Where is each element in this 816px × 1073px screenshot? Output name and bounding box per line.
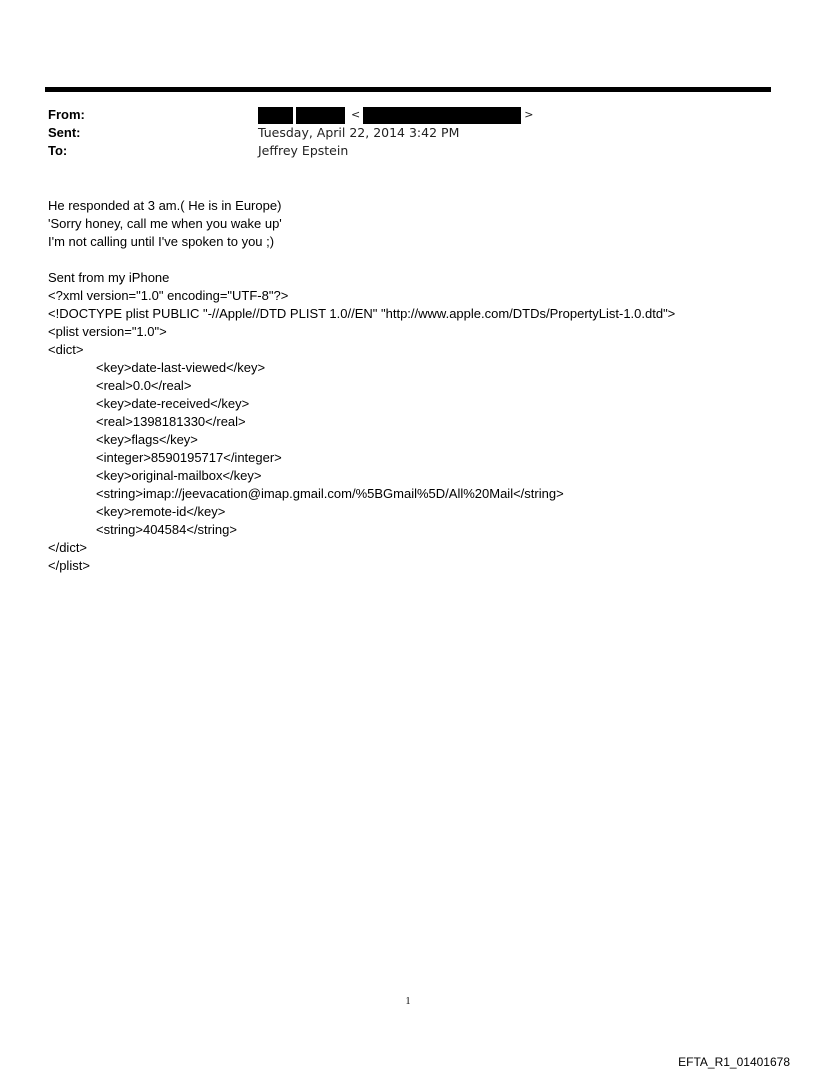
plist-entry: <integer>8590195717</integer> [96, 450, 282, 465]
to-value: Jeffrey Epstein [258, 143, 349, 158]
sent-value: Tuesday, April 22, 2014 3:42 PM [258, 125, 460, 140]
message-line: 'Sorry honey, call me when you wake up' [48, 216, 282, 231]
redaction-block [296, 107, 345, 124]
from-email-close-bracket: > [524, 108, 534, 121]
to-row [48, 142, 748, 160]
plist-entry: <string>404584</string> [96, 522, 237, 537]
message-line: He responded at 3 am.( He is in Europe) [48, 198, 282, 213]
plist-entry: <real>0.0</real> [96, 378, 192, 393]
signature-line: Sent from my iPhone [48, 270, 170, 285]
message-line: I'm not calling until I've spoken to you ;) [48, 234, 275, 249]
blank-line [48, 251, 788, 269]
plist-entry: <key>original-mailbox</key> [96, 468, 262, 483]
sent-label: Sent: [48, 125, 81, 140]
email-header [48, 106, 748, 160]
from-value [258, 106, 533, 124]
to-label: To: [48, 143, 68, 158]
sent-row [48, 124, 748, 142]
plist-open-tag: <plist version="1.0"> [48, 324, 167, 339]
bates-number: EFTA_R1_01401678 [678, 1055, 790, 1069]
plist-entry: <string>imap://jeevacation@imap.gmail.com/%5BGmail%5D/All%20Mail</string> [96, 486, 564, 501]
plist-entry: <key>date-received</key> [96, 396, 250, 411]
redaction-block [363, 107, 521, 124]
plist-doctype: <!DOCTYPE plist PUBLIC "-//Apple//DTD PLIST 1.0//EN" "http://www.apple.com/DTDs/PropertyList-1.0.dtd"> [48, 306, 676, 321]
plist-entry: <key>date-last-viewed</key> [96, 360, 266, 375]
header-divider [45, 87, 771, 92]
plist-close-tag: </plist> [48, 558, 90, 573]
page-number: 1 [405, 996, 411, 1007]
plist-entry: <real>1398181330</real> [96, 414, 246, 429]
dict-close-tag: </dict> [48, 540, 88, 555]
email-body [48, 197, 788, 575]
from-row [48, 106, 748, 124]
dict-open-tag: <dict> [48, 342, 84, 357]
plist-xml-declaration: <?xml version="1.0" encoding="UTF-8"?> [48, 288, 289, 303]
from-email-open-bracket: < [351, 108, 361, 121]
plist-entry: <key>flags</key> [96, 432, 198, 447]
plist-entry: <key>remote-id</key> [96, 504, 226, 519]
from-label: From: [48, 107, 85, 122]
redaction-block [258, 107, 293, 124]
